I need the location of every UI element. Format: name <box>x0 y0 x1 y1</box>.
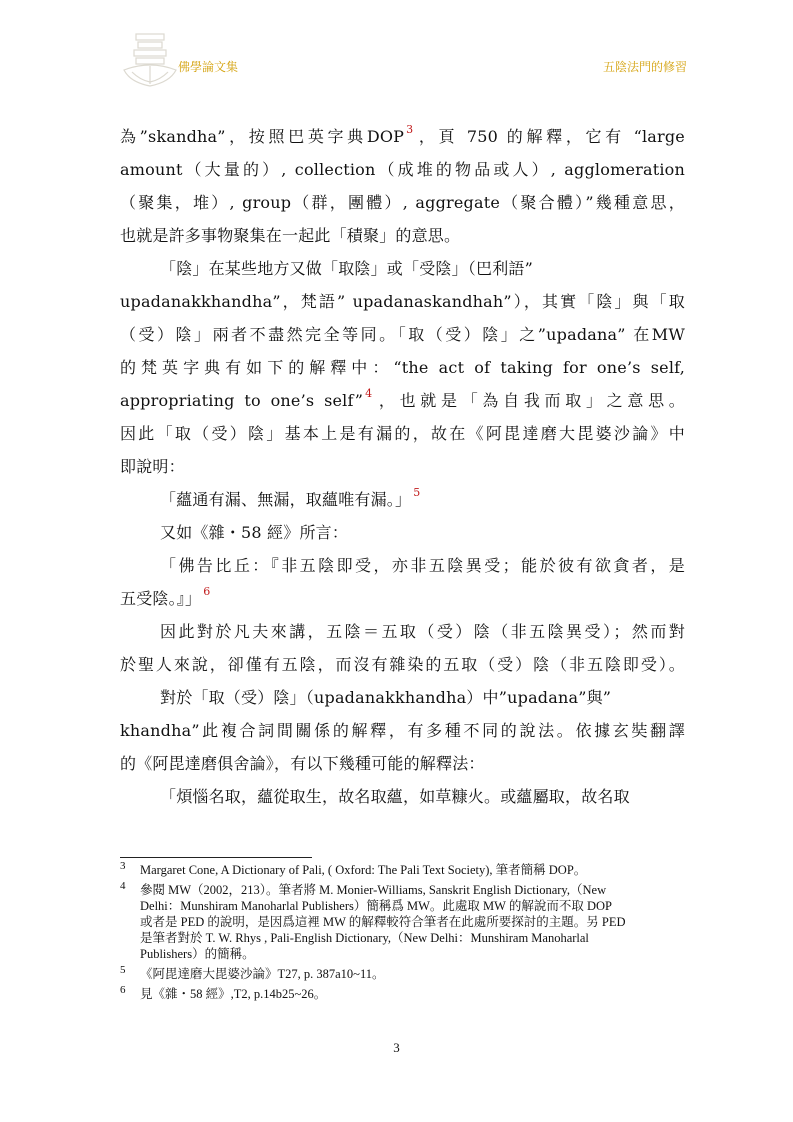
body-text-run: 為”skandha”，按照巴英字典DOP <box>120 127 405 146</box>
body-text-run: 的梵英字典有如下的解釋中：“the act of taking for one’s self, <box>120 358 685 377</box>
footnote-line: 參閱 MW（2002，213）。筆者將 M. Monier-Williams, Sanskrit English Dictionary,（New <box>140 883 607 897</box>
body-line <box>120 318 685 351</box>
body-line <box>120 417 685 450</box>
body-line <box>120 384 685 417</box>
lotus-stupa-logo-icon <box>118 30 182 92</box>
body-line <box>120 516 685 549</box>
body-line <box>120 450 685 483</box>
footnote-number: 5 <box>120 964 126 976</box>
body-line <box>120 351 685 384</box>
body-text <box>120 120 685 813</box>
footnote-reference: 5 <box>413 486 421 499</box>
body-line <box>120 219 685 252</box>
footnote-line: Delhi：Munshiram Manoharlal Publishers）簡稱爲 MW。此處取 MW 的解說而不取 DOP <box>140 899 612 913</box>
footnote-separator <box>120 857 312 858</box>
footnote-reference: 3 <box>406 123 414 136</box>
footnote-reference: 6 <box>203 585 211 598</box>
footnote-number: 4 <box>120 880 126 892</box>
body-line <box>120 252 685 285</box>
body-line <box>120 285 685 318</box>
footnotes <box>120 862 695 1006</box>
body-text-run: 「佛告比丘：『非五陰即受，亦非五陰異受；能於彼有欲貪者，是 <box>160 556 685 575</box>
body-line <box>120 615 685 648</box>
body-line <box>120 483 685 516</box>
body-text-run: 因此對於凡夫來講，五陰＝五取（受）陰（非五陰異受）；然而對 <box>160 622 685 641</box>
footnote-line: Margaret Cone, A Dictionary of Pali, ( Oxford: The Pali Text Society), 筆者簡稱 DOP。 <box>140 863 587 877</box>
body-line <box>120 120 685 153</box>
body-text-run: 也就是許多事物聚集在一起此「積聚」的意思。 <box>120 226 461 245</box>
body-text-run: 「陰」在某些地方又做「取陰」或「受陰」（巴利語” <box>160 259 533 278</box>
body-text-run: khandha”此複合詞間關係的解釋，有多種不同的說法。依據玄奘翻譯 <box>120 721 685 740</box>
footnote-number: 3 <box>120 860 126 872</box>
footnote-reference: 4 <box>365 387 373 400</box>
body-line <box>120 780 685 813</box>
footnote-number: 6 <box>120 984 126 996</box>
footnote-line: Publishers）的簡稱。 <box>140 947 255 961</box>
body-line <box>120 714 685 747</box>
header-book-title: 佛學論文集 <box>178 60 239 74</box>
body-text-run: 又如《雜・58 經》所言： <box>160 523 349 542</box>
body-text-run: 於聖人來說，卻僅有五陰，而沒有雜染的五取（受）陰（非五陰即受）。 <box>120 655 685 674</box>
header-chapter-title: 五陰法門的修習 <box>602 60 687 74</box>
body-line <box>120 681 685 714</box>
body-text-run: 「蘊通有漏、無漏，取蘊唯有漏。」 <box>160 490 412 509</box>
body-line <box>120 549 685 582</box>
footnote-line: 是筆者對於 T. W. Rhys , Pali-English Dictionary,（New Delhi：Munshiram Manoharlal <box>140 931 589 945</box>
body-text-run: appropriating to one’s self” <box>120 391 364 410</box>
body-text-run: 即說明： <box>120 457 185 476</box>
body-text-run: 的《阿毘達磨俱舍論》，有以下幾種可能的解釋法： <box>120 754 485 773</box>
body-text-run: （受）陰」兩者不盡然完全等同。「取（受）陰」之”upadana” 在MW <box>120 325 685 344</box>
footnote <box>120 986 695 1002</box>
footnote <box>120 862 695 878</box>
body-text-run: 因此「取（受）陰」基本上是有漏的，故在《阿毘達磨大毘婆沙論》中 <box>120 424 685 443</box>
footnote-line: 《阿毘達磨大毘婆沙論》T27, p. 387a10~11。 <box>140 967 385 981</box>
body-line <box>120 582 685 615</box>
body-text-run: amount（大量的）, collection（成堆的物品或人）, agglomeration <box>120 160 685 179</box>
footnote <box>120 966 695 982</box>
body-text-run: 對於「取（受）陰」（upadanakkhandha）中”upadana”與” <box>160 688 612 707</box>
footnote-line: 或者是 PED 的說明，是因爲這裡 MW 的解釋較符合筆者在此處所要探討的主題。另 PED <box>140 915 626 929</box>
body-text-run: （聚集，堆）, group（群，團體）, aggregate（聚合體）”幾種意思， <box>120 193 685 212</box>
body-line <box>120 186 685 219</box>
footnote-line: 見《雜・58 經》,T2, p.14b25~26。 <box>140 987 327 1001</box>
body-text-run: 五受陰。』」 <box>120 589 202 608</box>
body-text-run: upadanakkhandha”，梵語” upadanaskandhah”），其實「陰」與「取 <box>120 292 685 311</box>
body-text-run: ，也就是「為自我而取」之意思。 <box>374 391 685 410</box>
body-text-run: 「煩惱名取，蘊從取生，故名取蘊，如草糠火。或蘊屬取，故名取 <box>160 787 630 806</box>
page-number: 3 <box>393 1040 400 1055</box>
body-line <box>120 153 685 186</box>
body-line <box>120 747 685 780</box>
body-text-run: ，頁 750 的解釋，它有 “large <box>415 127 685 146</box>
body-line <box>120 648 685 681</box>
footnote <box>120 882 695 962</box>
